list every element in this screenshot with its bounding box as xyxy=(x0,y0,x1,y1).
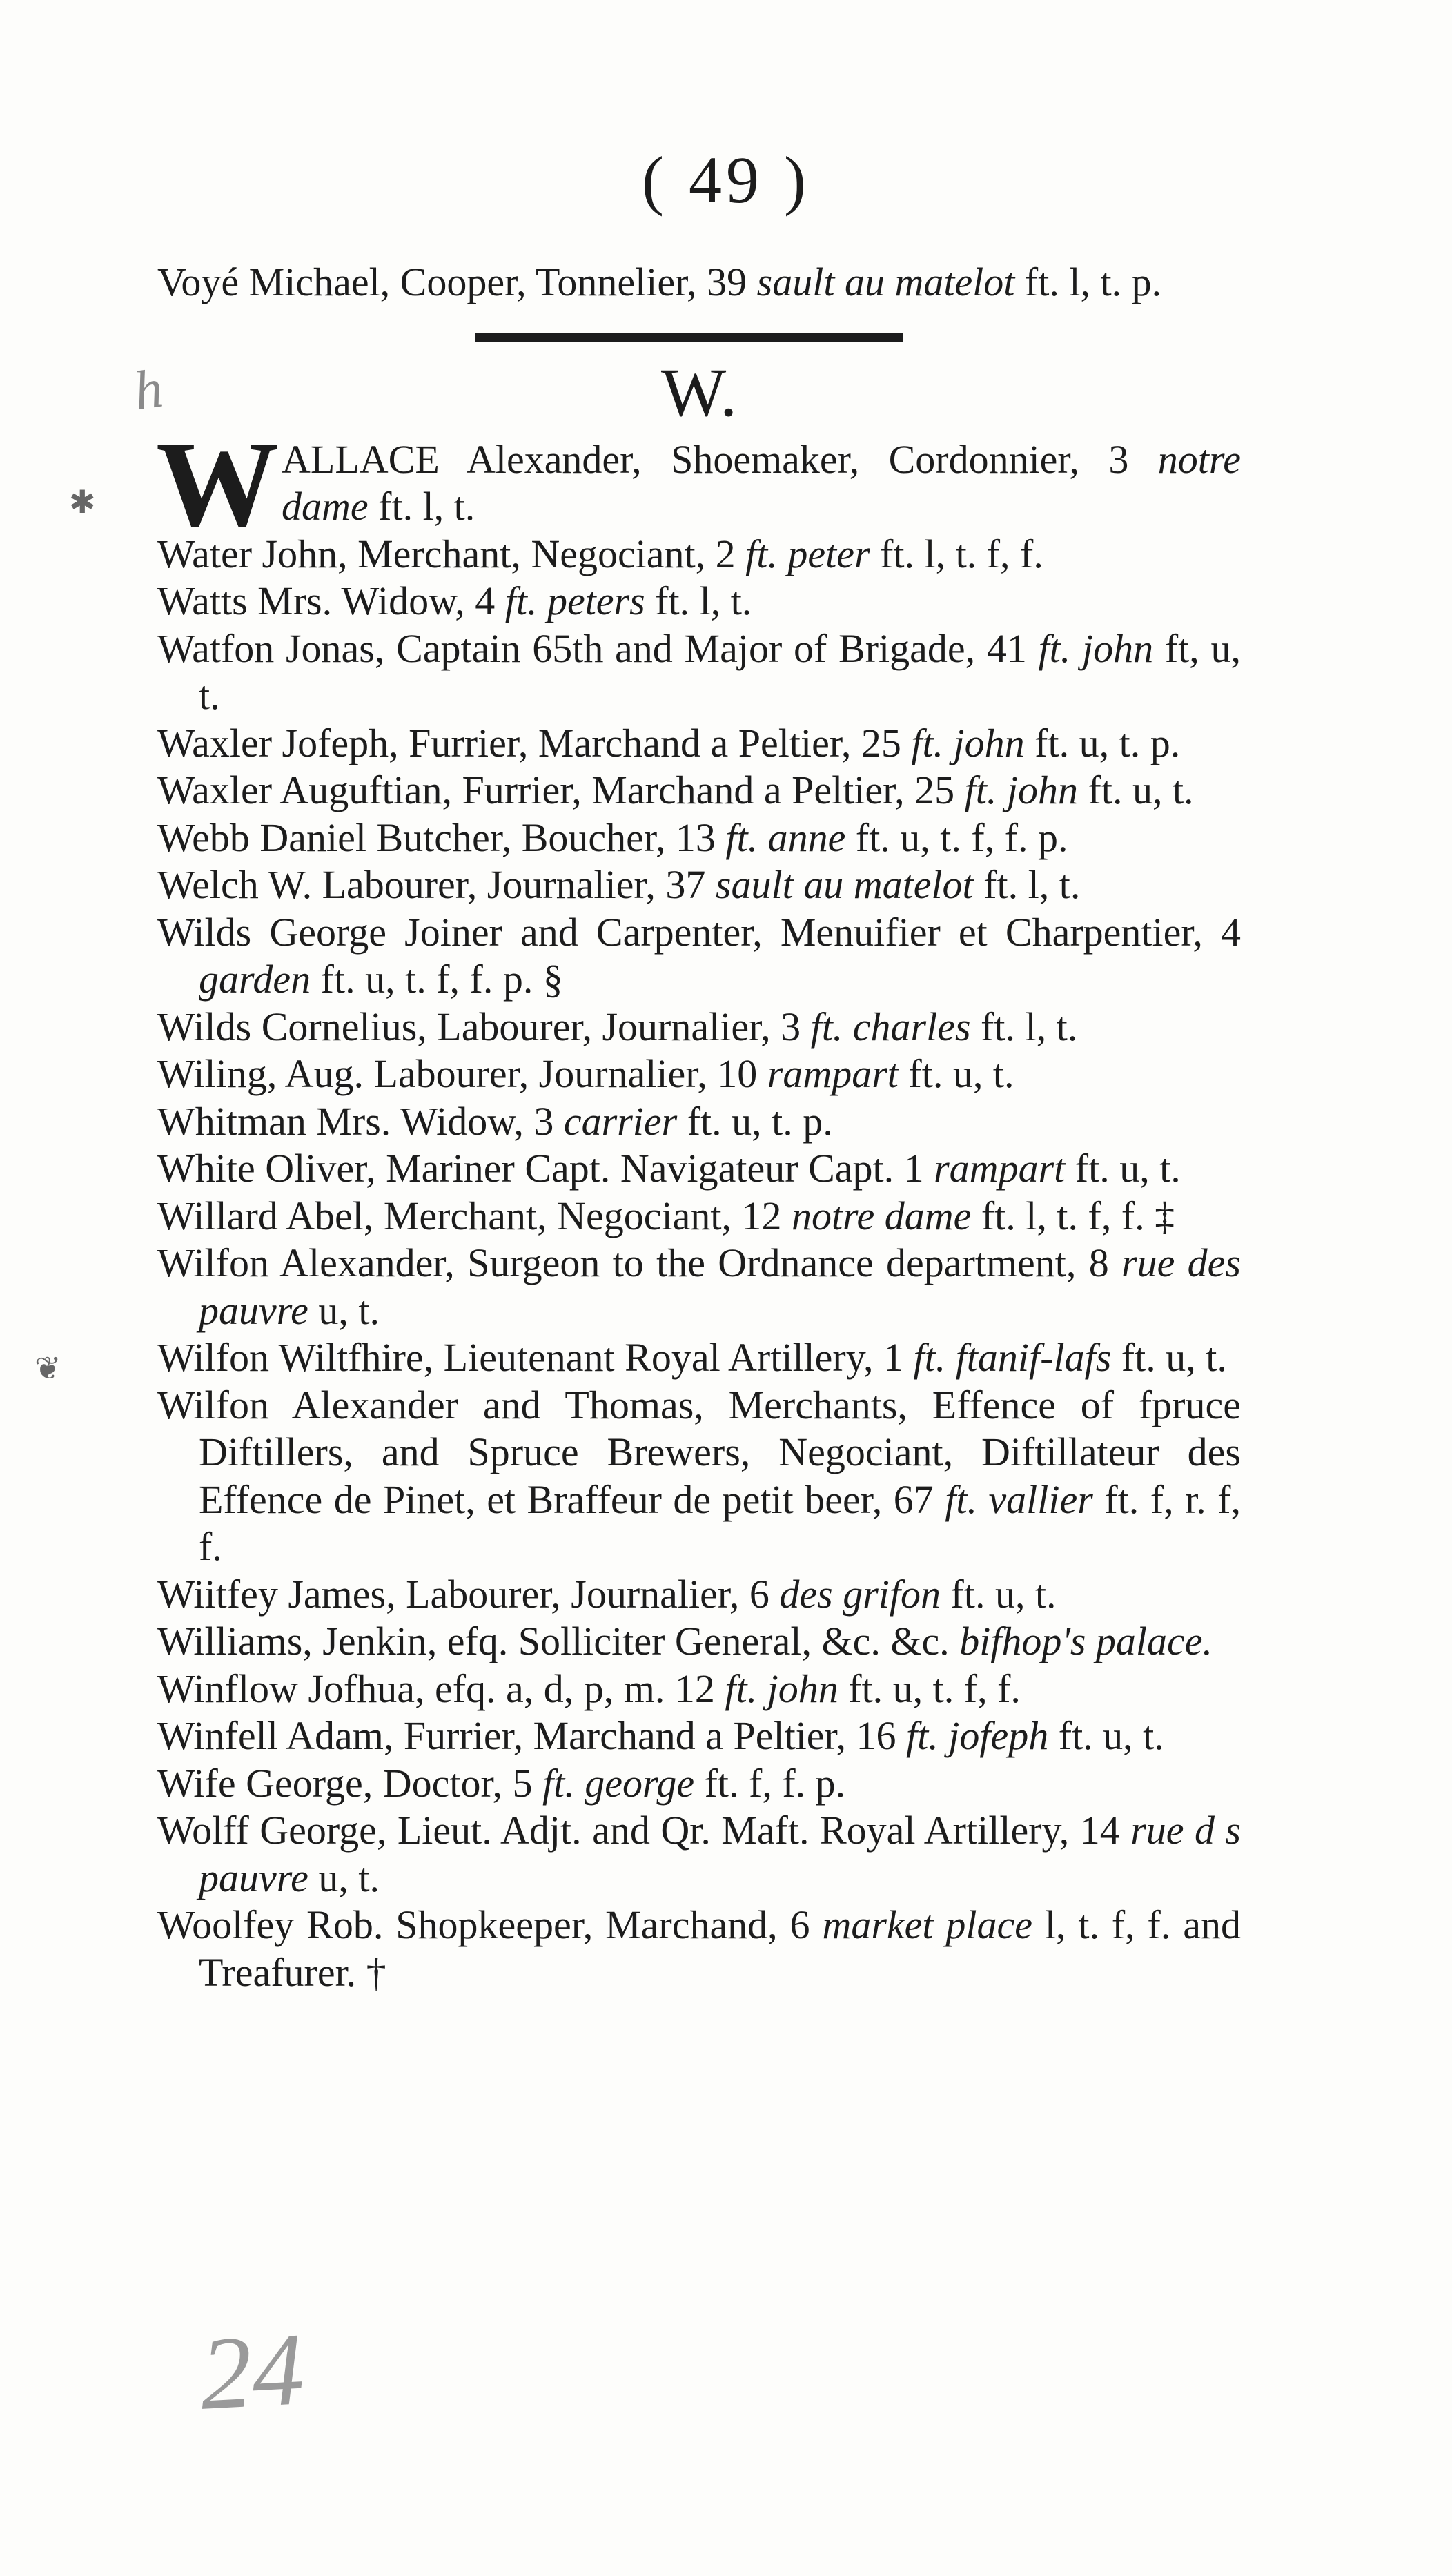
directory-content xyxy=(157,259,1241,1996)
directory-entry: Willard Abel, Merchant, Negociant, 12 notre dame ft. l, t. f, f. ‡ xyxy=(157,1193,1175,1238)
section-heading: W. xyxy=(660,353,738,431)
directory-entry: Wilfon Wiltfhire, Lieutenant Royal Artillery, 1 ft. ftanif-lafs ft. u, t. xyxy=(157,1335,1227,1380)
directory-entry: Wilds Cornelius, Labourer, Journalier, 3 ft. charles ft. l, t. xyxy=(157,1004,1078,1049)
section-divider xyxy=(475,333,903,342)
pre-section-entry: Voyé Michael, Cooper, Tonnelier, 39 sault au matelot ft. l, t. p. xyxy=(157,260,1162,304)
handwritten-page-annotation: 24 xyxy=(197,2312,307,2432)
directory-entry: Winfell Adam, Furrier, Marchand a Peltier, 16 ft. jofeph ft. u, t. xyxy=(157,1713,1164,1758)
margin-blot: ❦ xyxy=(35,1351,61,1386)
directory-entry: Williams, Jenkin, efq. Solliciter General, &c. &c. bifhop's palace. xyxy=(157,1619,1213,1663)
directory-entry: Watts Mrs. Widow, 4 ft. peters ft. l, t. xyxy=(157,578,752,623)
drop-cap: W xyxy=(156,415,279,552)
directory-entry: Wolff George, Lieut. Adjt. and Qr. Maft. Royal Artillery, 14 rue d s pauvre u, t. xyxy=(157,1808,1242,1900)
directory-entry: White Oliver, Mariner Capt. Navigateur Capt. 1 rampart ft. u, t. xyxy=(157,1146,1181,1191)
handwritten-margin-mark: h xyxy=(130,358,166,422)
directory-entry: Wilds George Joiner and Carpenter, Menuifier et Charpentier, 4 garden ft. u, t. f, f. p. § xyxy=(157,909,1241,1002)
directory-entry: Water John, Merchant, Negociant, 2 ft. peter ft. l, t. f, f. xyxy=(157,531,1043,576)
directory-entry: Waxler Auguftian, Furrier, Marchand a Peltier, 25 ft. john ft. u, t. xyxy=(157,768,1194,812)
margin-blot: ✱ xyxy=(69,485,96,520)
directory-entry: Woolfey Rob. Shopkeeper, Marchand, 6 market place l, t. f, f. and Treafurer. † xyxy=(157,1902,1241,1995)
directory-entry: Wilfon Alexander and Thomas, Merchants, Effence of fpruce Diftillers, and Spruce Brewers, Negociant, Diftillateur des Effence de Pinet, et Braffeur de petit beer, 67 ft. vallier ft. f, r. f, f. xyxy=(157,1382,1241,1569)
first-entry: W ALLACE Alexander, Shoemaker, Cordonnier, 3 notre dame ft. l, t. xyxy=(156,415,1241,552)
directory-entry: Wilfon Alexander, Surgeon to the Ordnance department, 8 rue des pauvre u, t. xyxy=(157,1240,1241,1333)
page-number: ( 49 ) xyxy=(642,143,810,217)
directory-entry: Winflow Jofhua, efq. a, d, p, m. 12 ft. john ft. u, t. f, f. xyxy=(157,1666,1021,1711)
directory-entry: Wife George, Doctor, 5 ft. george ft. f, f. p. xyxy=(157,1760,846,1806)
entry-list xyxy=(157,531,1241,1997)
directory-entry: Webb Daniel Butcher, Boucher, 13 ft. anne ft. u, t. f, f. p. xyxy=(157,814,1068,860)
directory-entry: Wiitfey James, Labourer, Journalier, 6 des grifon ft. u, t. xyxy=(157,1571,1057,1617)
directory-entry: Watfon Jonas, Captain 65th and Major of Brigade, 41 ft. john ft, u, t. xyxy=(157,625,1242,718)
directory-entry: Wiling, Aug. Labourer, Journalier, 10 rampart ft. u, t. xyxy=(157,1051,1014,1096)
directory-entry: Waxler Jofeph, Furrier, Marchand a Peltier, 25 ft. john ft. u, t. p. xyxy=(157,720,1181,765)
directory-entry: Whitman Mrs. Widow, 3 carrier ft. u, t. p. xyxy=(157,1098,833,1144)
directory-entry: Welch W. Labourer, Journalier, 37 sault au matelot ft. l, t. xyxy=(157,862,1081,907)
